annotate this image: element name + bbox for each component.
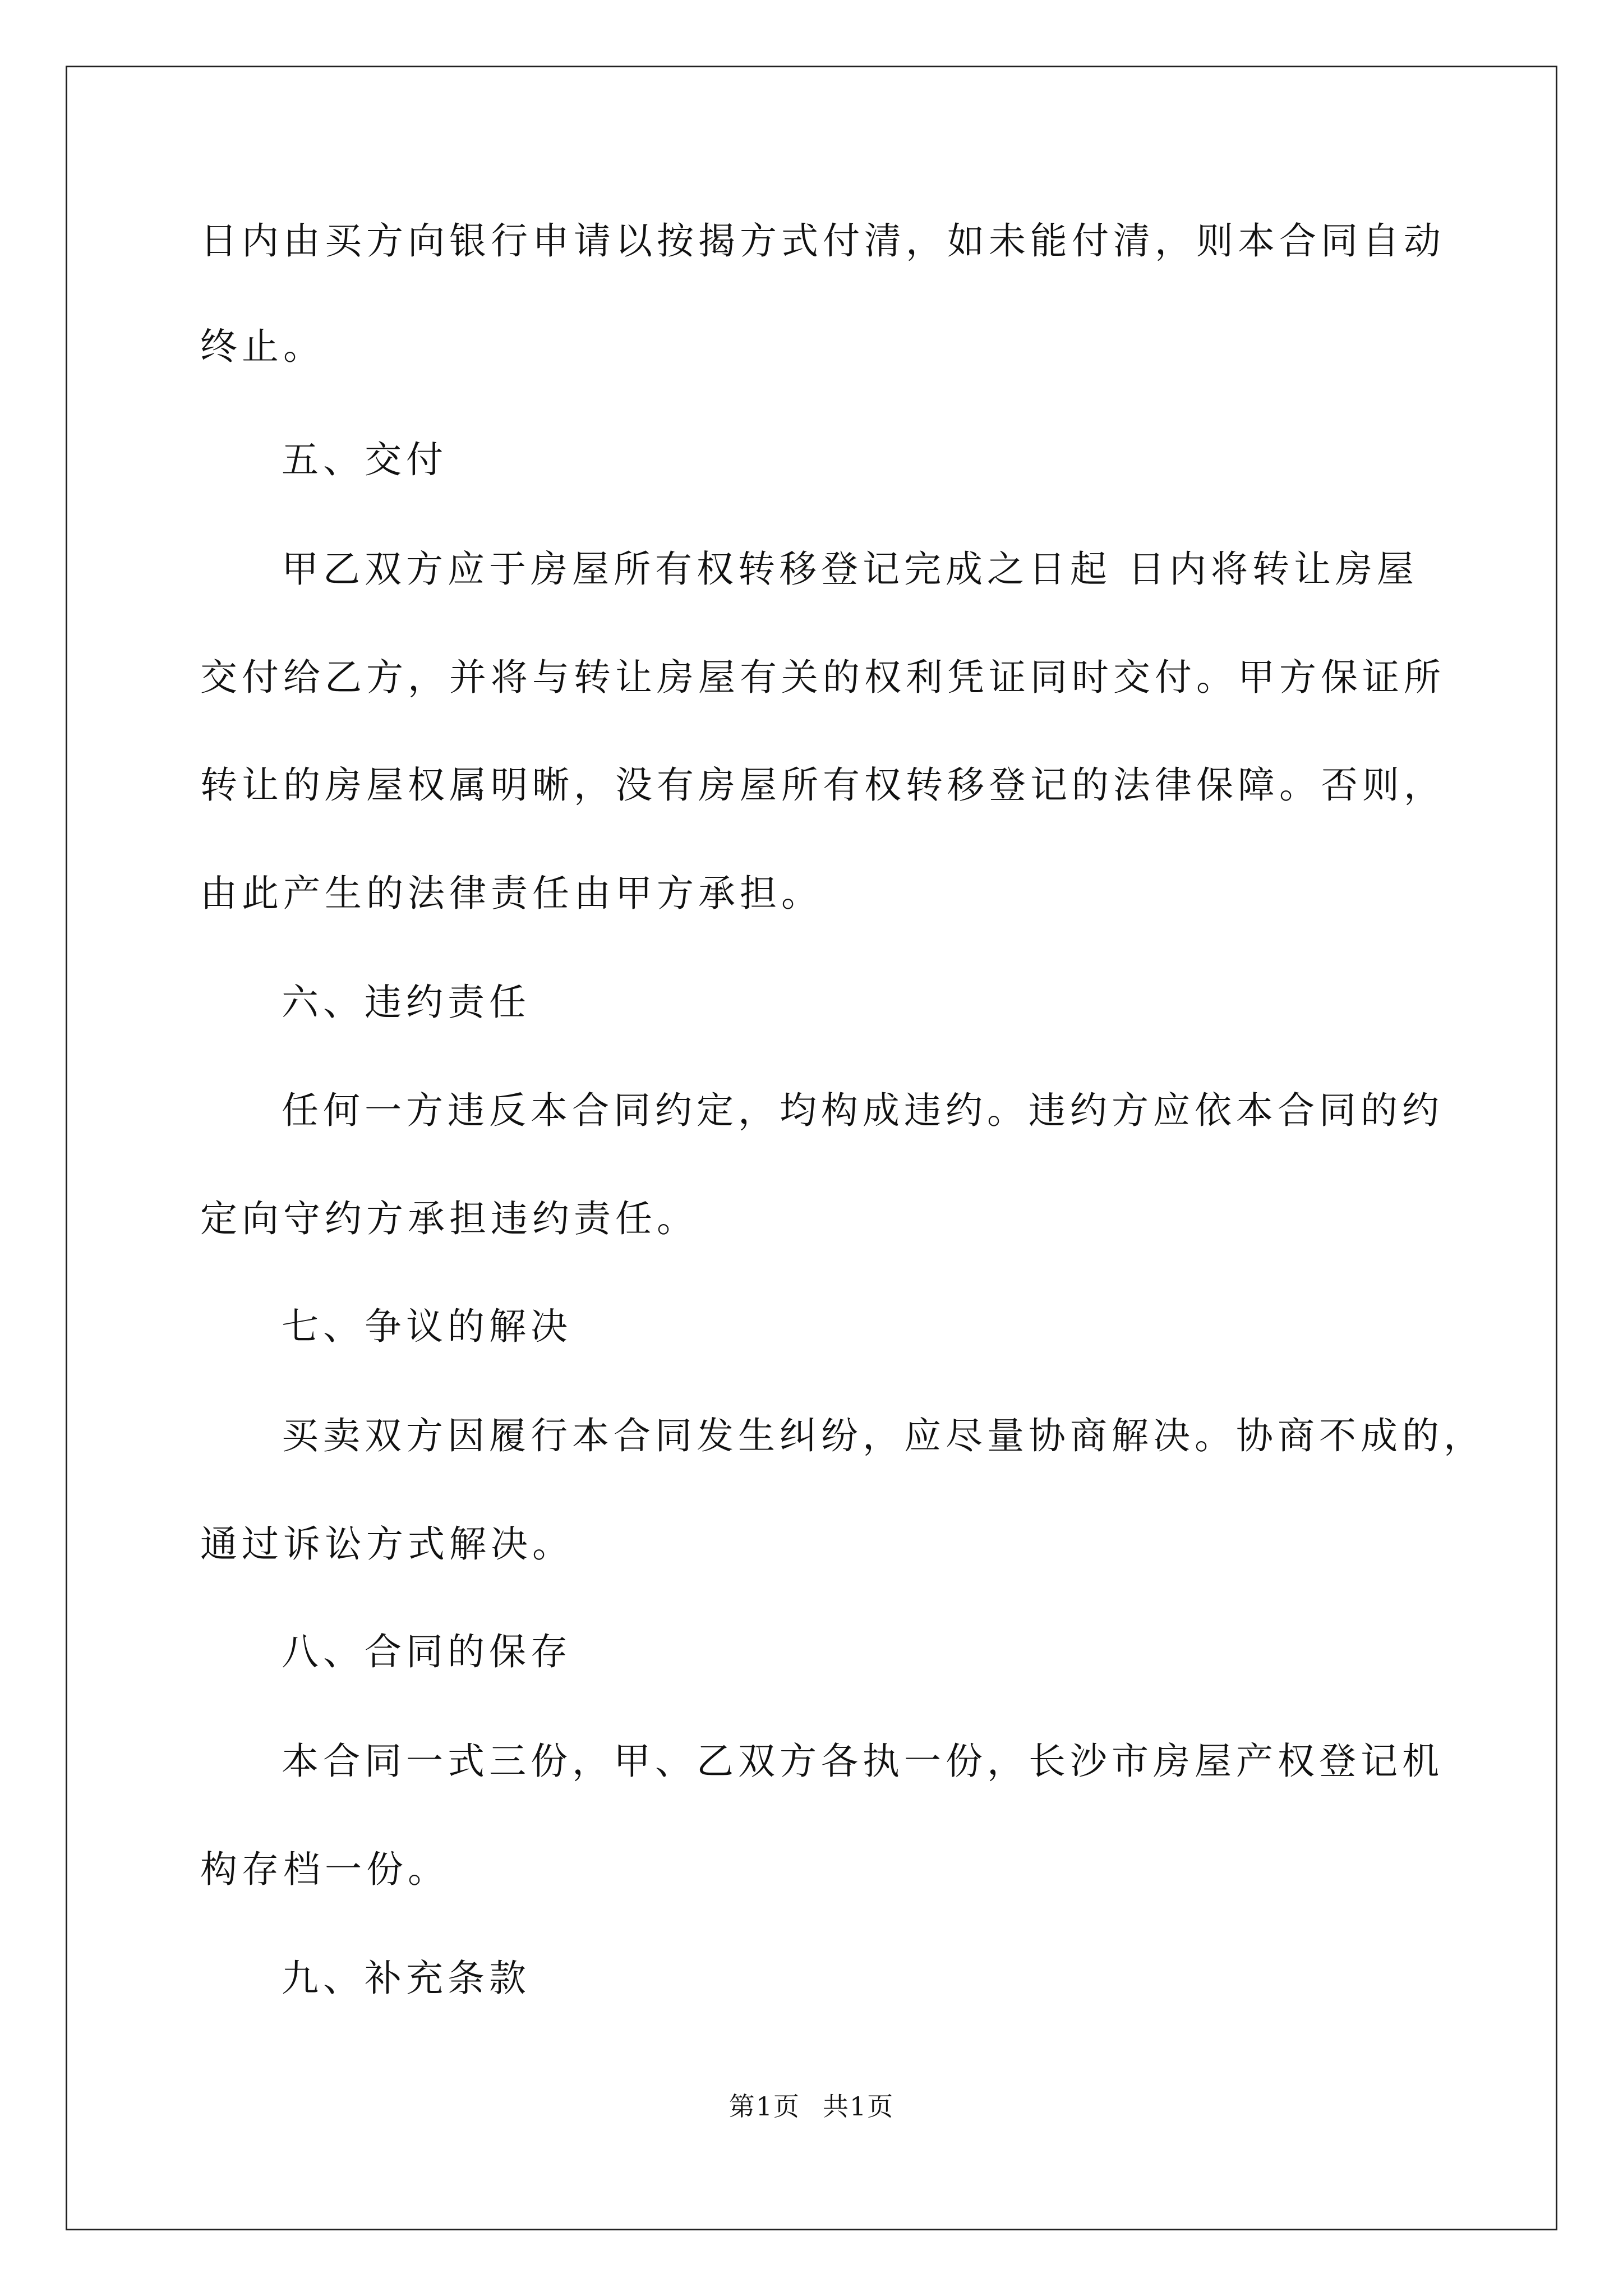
paragraph-line: 终止。: [200, 325, 325, 368]
paragraph-line: 通过诉讼方式解决。: [200, 1522, 574, 1566]
paragraph-line: 定向守约方承担违约责任。: [200, 1197, 698, 1240]
section-heading: 六、违约责任: [282, 981, 531, 1024]
paragraph-line: 由此产生的法律责任由甲方承担。: [200, 872, 823, 915]
section-heading: 八、合同的保存: [282, 1630, 572, 1673]
section-heading: 五、交付: [282, 438, 448, 481]
paragraph-line: 交付给乙方，并将与转让房屋有关的权利凭证同时交付。甲方保证所: [200, 656, 1445, 699]
paragraph-line: 本合同一式三份，甲、乙双方各执一份，长沙市房屋产权登记机: [282, 1740, 1444, 1783]
page-number: 第1页: [728, 2091, 800, 2122]
paragraph-line: 甲乙双方应于房屋所有权转移登记完成之日起 日内将转让房屋: [282, 547, 1418, 591]
paragraph-line: 买卖双方因履行本合同发生纠纷，应尽量协商解决。协商不成的，: [282, 1414, 1485, 1457]
page-footer: [0, 2090, 1623, 2123]
section-heading: 九、补充条款: [282, 1957, 531, 2000]
section-heading: 七、争议的解决: [282, 1305, 572, 1348]
page-total: 共1页: [823, 2091, 895, 2122]
paragraph-line: 构存档一份。: [200, 1848, 449, 1891]
paragraph-line: 日内由买方向银行申请以按揭方式付清，如未能付清，则本合同自动: [200, 219, 1445, 263]
paragraph-line: 转让的房屋权属明晰，没有房屋所有权转移登记的法律保障。否则，: [200, 763, 1445, 807]
page-border: [66, 66, 1557, 2230]
paragraph-line: 任何一方违反本合同约定，均构成违约。违约方应依本合同的约: [282, 1089, 1444, 1132]
